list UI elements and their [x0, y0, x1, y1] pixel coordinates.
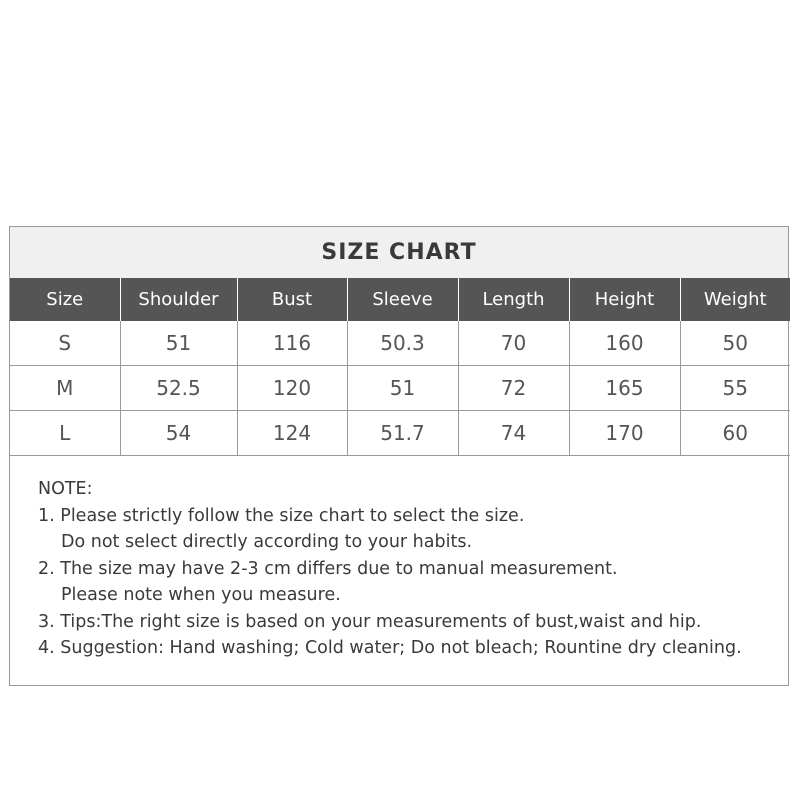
note-line: 1. Please strictly follow the size chart to select the size.	[38, 505, 525, 526]
cell-weight: 50	[680, 321, 790, 366]
cell-size: L	[10, 411, 120, 456]
table-row	[10, 411, 790, 456]
header-sleeve: Sleeve	[347, 278, 458, 321]
cell-bust: 124	[237, 411, 347, 456]
header-shoulder: Shoulder	[120, 278, 237, 321]
cell-height: 160	[569, 321, 680, 366]
size-table	[10, 278, 790, 456]
note-line: 2. The size may have 2-3 cm differs due to manual measurement.	[38, 558, 618, 579]
cell-weight: 55	[680, 366, 790, 411]
note-line: Please note when you measure.	[61, 585, 341, 605]
cell-sleeve: 51	[347, 366, 458, 411]
note-line: 3. Tips:The right size is based on your measurements of bust,waist and hip.	[38, 611, 702, 632]
cell-weight: 60	[680, 411, 790, 456]
header-weight: Weight	[680, 278, 790, 321]
cell-size: M	[10, 366, 120, 411]
cell-bust: 120	[237, 366, 347, 411]
cell-sleeve: 51.7	[347, 411, 458, 456]
cell-length: 72	[458, 366, 569, 411]
cell-height: 165	[569, 366, 680, 411]
cell-shoulder: 52.5	[120, 366, 237, 411]
header-length: Length	[458, 278, 569, 321]
cell-length: 74	[458, 411, 569, 456]
cell-shoulder: 51	[120, 321, 237, 366]
cell-length: 70	[458, 321, 569, 366]
chart-title: SIZE CHART	[10, 227, 788, 278]
cell-bust: 116	[237, 321, 347, 366]
cell-height: 170	[569, 411, 680, 456]
header-size: Size	[10, 278, 120, 321]
size-chart	[9, 226, 789, 686]
header-bust: Bust	[237, 278, 347, 321]
cell-sleeve: 50.3	[347, 321, 458, 366]
cell-shoulder: 54	[120, 411, 237, 456]
table-row	[10, 366, 790, 411]
note-line: 4. Suggestion: Hand washing; Cold water; Do not bleach; Rountine dry cleaning.	[38, 638, 742, 658]
notes-section	[10, 456, 788, 662]
header-height: Height	[569, 278, 680, 321]
table-header-row	[10, 278, 790, 321]
cell-size: S	[10, 321, 120, 366]
note-line: Do not select directly according to your habits.	[61, 532, 473, 552]
table-row	[10, 321, 790, 366]
notes-heading: NOTE:	[38, 479, 93, 499]
